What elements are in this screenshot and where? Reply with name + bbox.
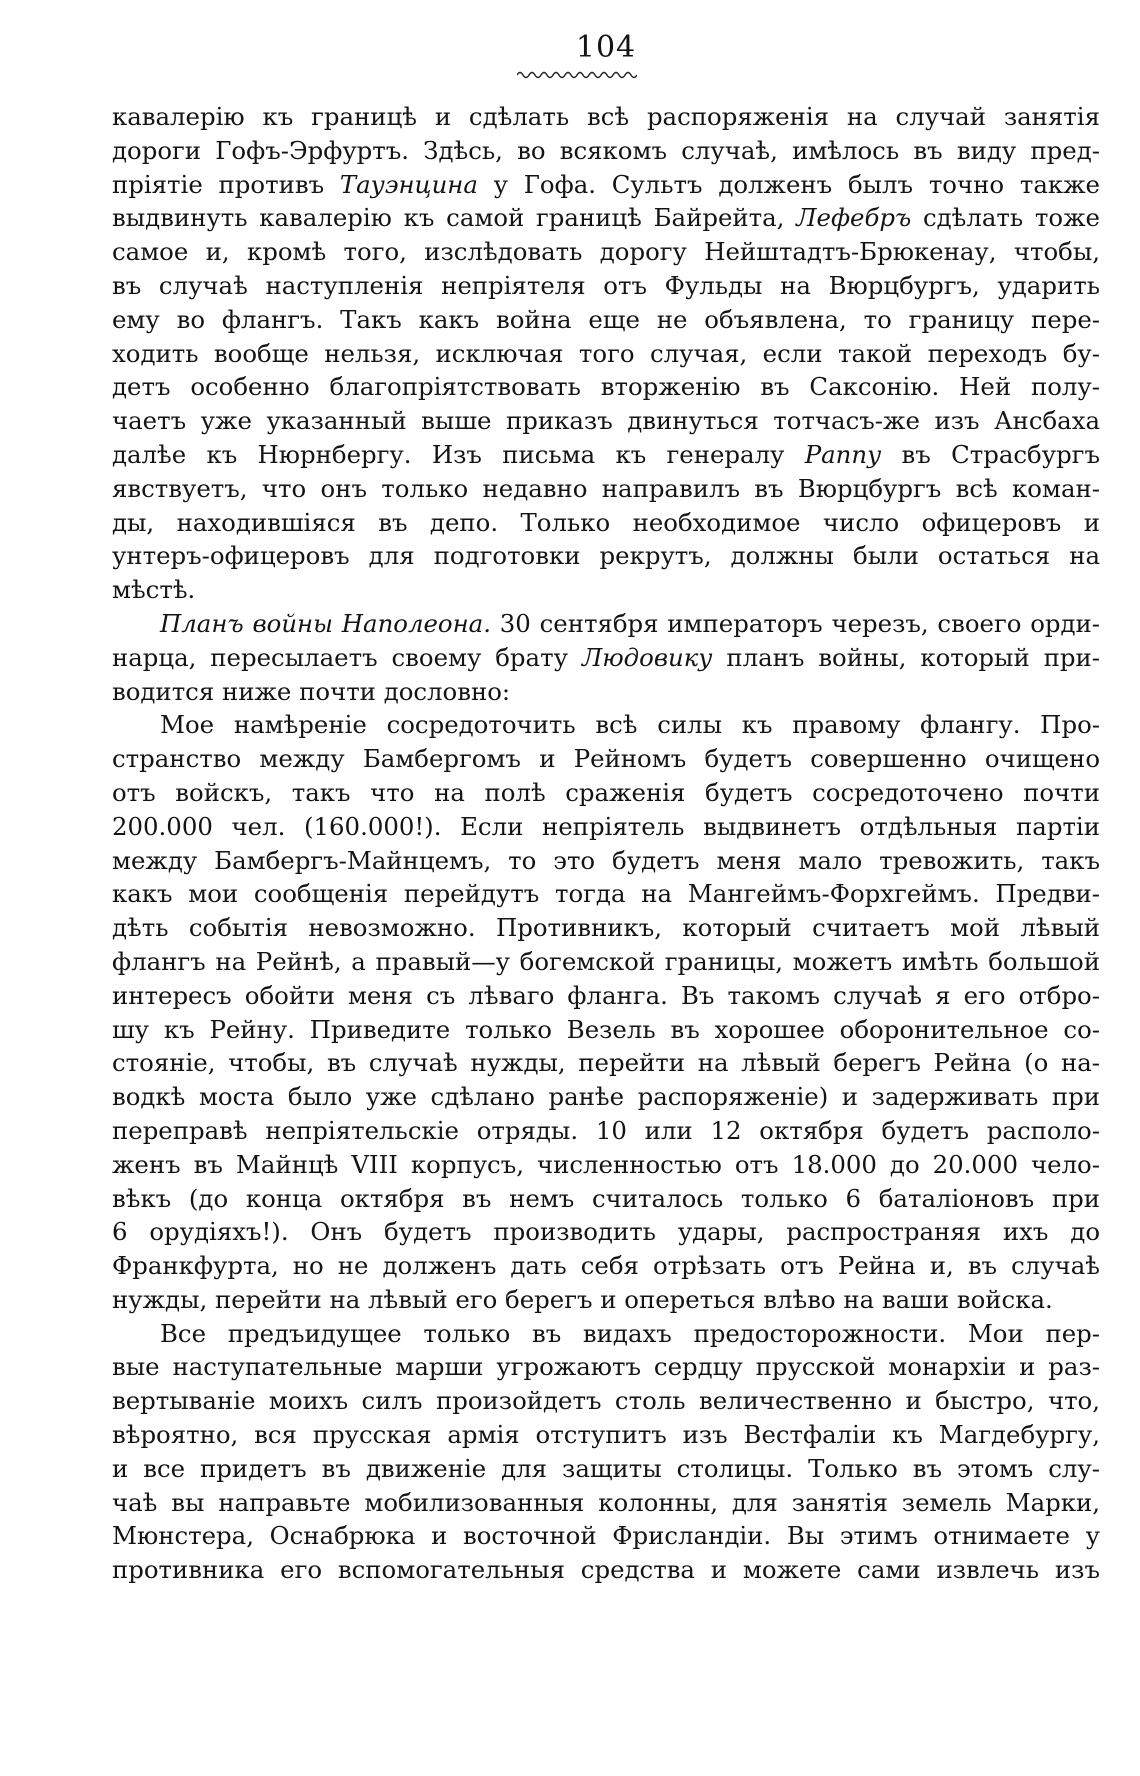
text-line: въ случаѣ наступленія непріятеля отъ Фульды на Вюрцбургъ, ударить: [112, 270, 1100, 300]
text-line: Все предъидущее только въ видахъ предосторожности. Мои пер-: [160, 1318, 1100, 1348]
text-line: Франкфурта, но не долженъ дать себя отрѣзать отъ Рейна и, въ случаѣ: [112, 1251, 1100, 1281]
text-line: вертываніе моихъ силъ произойдетъ столь величественно и быстро, что,: [112, 1386, 1100, 1416]
text-line: вѣроятно, вся прусская армія отступитъ изъ Вестфаліи къ Магдебургу,: [112, 1420, 1100, 1450]
section-heading: Планъ войны Наполеона.: [160, 608, 491, 638]
text-line: ды, находившіяся въ депо. Только необходимое число офицеровъ и: [112, 507, 1100, 537]
text-line: флангъ на Рейнѣ, а правый—у богемской границы, можетъ имѣть большой: [112, 946, 1100, 976]
text-line: Мюнстера, Оснабрюка и восточной Фрисландіи. Вы этимъ отнимаете у: [112, 1521, 1100, 1551]
text-line: шу къ Рейну. Приведите только Везель въ хорошее оборонительное со-: [112, 1014, 1100, 1044]
text-line: водится ниже почти дословно:: [112, 676, 511, 706]
wavy-ornament-icon: [517, 70, 637, 80]
text-line: вые наступательные марши угрожаютъ сердцу прусской монархіи и раз-: [112, 1352, 1100, 1382]
text-line: Мое намѣреніе сосредоточить всѣ силы къ правому флангу. Про-: [160, 710, 1100, 740]
text-line: Планъ войны Наполеона. 30 сентября императоръ черезъ, своего орди-: [160, 608, 1101, 638]
text-line: 6 орудіяхъ!). Онъ будетъ производить удары, распространяя ихъ до: [112, 1217, 1100, 1247]
text-line: странство между Бамбергомъ и Рейномъ будетъ совершенно очищено: [112, 744, 1100, 774]
text-line: ему во флангъ. Такъ какъ война еще не объявлена, то границу пере-: [112, 304, 1100, 334]
text-line: ходить вообще нельзя, исключая того случая, если такой переходъ бу-: [112, 338, 1100, 368]
text-line: дѣть событія невозможно. Противникъ, который считаетъ мой лѣвый: [112, 913, 1100, 943]
page-number: 104: [575, 30, 637, 65]
text-line: дороги Гофъ-Эрфуртъ. Здѣсь, во всякомъ случаѣ, имѣлось въ виду пред-: [112, 135, 1100, 165]
text-line: противника его вспомогательныя средства и можете сами извлечь изъ: [112, 1555, 1100, 1585]
person-name: Лефебръ: [796, 203, 912, 233]
text-line: женъ въ Майнцѣ VIII корпусъ, численностью отъ 18.000 до 20.000 чело-: [112, 1149, 1100, 1179]
text-line: пріятіе противъ Тауэнцина у Гофа. Сультъ долженъ былъ точно также: [112, 169, 1100, 199]
text-line: и все придетъ въ движеніе для защиты столицы. Только въ этомъ слу-: [112, 1453, 1100, 1483]
text-line: явствуетъ, что онъ только недавно направилъ въ Вюрцбургъ всѣ коман-: [112, 473, 1100, 503]
text-line: интересъ обойти меня съ лѣваго фланга. Въ такомъ случаѣ я его отбро-: [112, 980, 1100, 1010]
person-name: Раппу: [804, 439, 882, 469]
text-line: между Бамбергъ-Майнцемъ, то это будетъ меня мало тревожить, такъ: [112, 845, 1100, 875]
text-line: чаѣ вы направьте мобилизованныя колонны, для занятія земель Марки,: [112, 1487, 1100, 1517]
text-line: кавалерію къ границѣ и сдѣлать всѣ распоряженія на случай занятія: [112, 102, 1100, 131]
text-line: водкѣ моста было уже сдѣлано ранѣе распоряженіе) и задерживать при: [112, 1082, 1100, 1112]
text-line: далѣе къ Нюрнбергу. Изъ письма къ генералу Раппу въ Страсбургъ: [112, 439, 1100, 469]
text-line: выдвинуть кавалерію къ самой границѣ Байрейта, Лефебръ сдѣлать тоже: [112, 203, 1100, 233]
page-text: [112, 100, 1100, 1587]
person-name: Тауэнцина: [339, 169, 478, 199]
text-line: детъ особенно благопріятствовать вторженію въ Саксонію. Ней полу-: [112, 372, 1100, 402]
text-line: нужды, перейти на лѣвый его берегъ и опереться влѣво на ваши войска.: [112, 1284, 1053, 1314]
person-name: Людовику: [581, 642, 713, 672]
text-line: мѣстѣ.: [112, 575, 196, 605]
text-line: 200.000 чел. (160.000!). Если непріятель выдвинетъ отдѣльныя партіи: [112, 811, 1100, 841]
text-line: чаетъ уже указанный выше приказъ двинуться тотчасъ-же изъ Ансбаха: [112, 406, 1100, 436]
text-line: самое и, кромѣ того, изслѣдовать дорогу Нейштадтъ-Брюкенау, чтобы,: [112, 237, 1100, 267]
text-line: вѣкъ (до конца октября въ немъ считалось только 6 баталіоновъ при: [112, 1183, 1100, 1213]
text-line: какъ мои сообщенія перейдутъ тогда на Мангеймъ-Форхгеймъ. Предви-: [112, 879, 1100, 909]
text-line: переправѣ непріятельскіе отряды. 10 или 12 октября будетъ располо-: [112, 1115, 1100, 1145]
text-line: отъ войскъ, такъ что на полѣ сраженія будетъ сосредоточено почти: [112, 777, 1100, 807]
text-line: нарца, пересылаетъ своему брату Людовику планъ войны, который при-: [112, 642, 1100, 672]
text-line: унтеръ-офицеровъ для подготовки рекрутъ, должны были остаться на: [112, 541, 1100, 571]
text-line: стояніе, чтобы, въ случаѣ нужды, перейти на лѣвый берегъ Рейна (о на-: [112, 1048, 1100, 1078]
